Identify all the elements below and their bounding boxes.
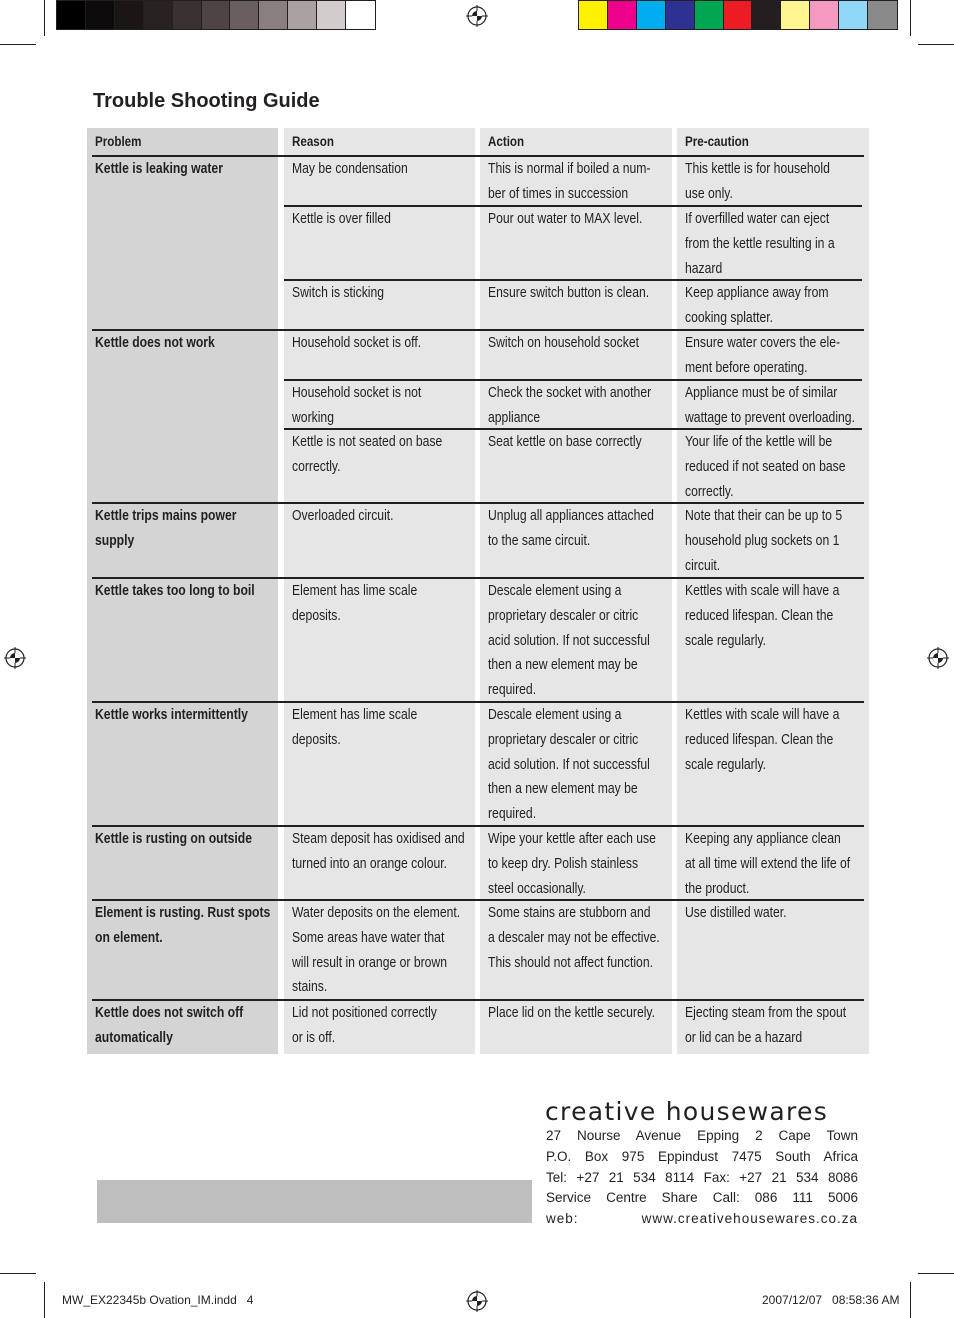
color-swatch <box>259 1 288 29</box>
table-rule <box>92 502 864 504</box>
table-rule <box>92 329 864 331</box>
grey-panel <box>97 1180 532 1223</box>
color-swatch <box>202 1 231 29</box>
color-swatch <box>695 1 724 29</box>
address-line: 27 Nourse Avenue Epping 2 Cape Town <box>546 1128 858 1143</box>
table-cell-problem: Kettle takes too long to boil <box>95 583 255 599</box>
table-cell-reason: Element has lime scale deposits. <box>292 583 418 624</box>
color-swatch <box>724 1 753 29</box>
color-swatch <box>752 1 781 29</box>
color-swatch <box>868 1 897 29</box>
table-cell-action: Pour out water to MAX level. <box>488 211 643 227</box>
header-action: Action <box>488 134 525 149</box>
table-cell-action: Descale element using a proprietary descaler or citric acid solution. If not successful then a new element may be required. <box>488 583 650 699</box>
table-cell-problem: Kettle works intermittently <box>95 707 248 723</box>
table-rule <box>92 899 864 901</box>
color-swatch <box>317 1 346 29</box>
table-rule <box>92 999 864 1001</box>
table-cell-precaution: Use distilled water. <box>685 905 787 921</box>
table-cell-action: Descale element using a proprietary descaler or citric acid solution. If not successful then a new element may be required. <box>488 707 650 823</box>
table-cell-reason: Household socket is off. <box>292 335 422 351</box>
table-cell-reason: Element has lime scale deposits. <box>292 707 418 748</box>
process-color-bar <box>578 0 898 30</box>
table-cell-reason: May be condensation <box>292 161 408 177</box>
color-swatch <box>288 1 317 29</box>
table-cell-action: Ensure switch button is clean. <box>488 285 650 301</box>
slug-timestamp: 2007/12/07 08:58:36 AM <box>762 1293 900 1307</box>
header-problem: Problem <box>95 134 142 149</box>
table-cell-problem: Kettle is rusting on outside <box>95 831 253 847</box>
header-precaution: Pre-caution <box>685 134 749 149</box>
color-swatch <box>144 1 173 29</box>
color-swatch <box>115 1 144 29</box>
page-title: Trouble Shooting Guide <box>93 90 320 112</box>
crop-mark <box>918 1273 954 1274</box>
troubleshooting-table <box>87 128 869 1054</box>
table-cell-reason: Household socket is not working <box>292 385 422 426</box>
header-reason: Reason <box>292 134 334 149</box>
crop-mark <box>910 0 911 36</box>
table-cell-problem: Kettle trips mains power supply <box>95 508 237 549</box>
table-cell-problem: Kettle does not work <box>95 335 215 351</box>
color-swatch <box>608 1 637 29</box>
registration-mark-icon <box>466 5 488 27</box>
table-cell-action: Seat kettle on base correctly <box>488 434 642 450</box>
color-swatch <box>346 1 375 29</box>
table-cell-action: Check the socket with another appliance <box>488 385 652 426</box>
table-cell-precaution: Keeping any appliance clean at all time will extend the life of the product. <box>685 831 851 897</box>
table-cell-precaution: Note that their can be up to 5 household plug sockets on 1 circuit. <box>685 508 843 574</box>
color-swatch <box>230 1 259 29</box>
registration-mark-icon <box>466 1290 488 1312</box>
table-cell-reason: Lid not positioned correctly or is off. <box>292 1005 437 1046</box>
address-line: web: www.creativehousewares.co.za <box>546 1211 858 1226</box>
table-cell-precaution: Ensure water covers the ele- ment before operating. <box>685 335 841 376</box>
table-cell-problem: Element is rusting. Rust spots on element. <box>95 905 271 946</box>
crop-mark <box>0 1273 36 1274</box>
table-cell-reason: Kettle is not seated on base correctly. <box>292 434 443 475</box>
table-cell-problem: Kettle does not switch off automatically <box>95 1005 244 1046</box>
table-cell-action: Place lid on the kettle securely. <box>488 1005 656 1021</box>
table-cell-precaution: Ejecting steam from the spout or lid can be a hazard <box>685 1005 847 1046</box>
table-cell-problem: Kettle is leaking water <box>95 161 223 177</box>
address-line: Service Centre Share Call: 086 111 5006 <box>546 1190 858 1205</box>
registration-mark-icon <box>4 647 26 669</box>
crop-mark <box>918 44 954 45</box>
table-rule <box>92 577 864 579</box>
table-cell-action: Some stains are stubborn and a descaler may not be effective. This should not affect function. <box>488 905 660 971</box>
table-rule <box>284 428 862 430</box>
address-line: Tel: +27 21 534 8114 Fax: +27 21 534 8086 <box>546 1170 858 1185</box>
table-rule <box>92 701 864 703</box>
slug-filename: MW_EX22345b Ovation_IM.indd 4 <box>62 1293 254 1307</box>
table-rule <box>92 825 864 827</box>
table-rule <box>284 279 862 281</box>
table-cell-action: Wipe your kettle after each use to keep dry. Polish stainless steel occasionally. <box>488 831 656 897</box>
table-cell-action: This is normal if boiled a num- ber of times in succession <box>488 161 651 202</box>
crop-mark <box>0 44 36 45</box>
color-swatch <box>86 1 115 29</box>
address-line: P.O. Box 975 Eppindust 7475 South Africa <box>546 1149 858 1164</box>
table-cell-precaution: Your life of the kettle will be reduced if not seated on base correctly. <box>685 434 846 500</box>
table-cell-action: Switch on household socket <box>488 335 639 351</box>
table-cell-precaution: This kettle is for household use only. <box>685 161 830 202</box>
table-cell-precaution: Kettles with scale will have a reduced lifespan. Clean the scale regularly. <box>685 707 840 773</box>
table-cell-reason: Switch is sticking <box>292 285 385 301</box>
table-cell-reason: Water deposits on the element. Some areas have water that will result in orange or brown stains. <box>292 905 461 996</box>
color-swatch <box>57 1 86 29</box>
table-rule <box>284 379 862 381</box>
table-rule <box>92 155 864 157</box>
table-cell-reason: Kettle is over filled <box>292 211 391 227</box>
table-cell-action: Unplug all appliances attached to the same circuit. <box>488 508 654 549</box>
color-swatch <box>173 1 202 29</box>
crop-mark <box>44 0 45 36</box>
color-swatch <box>666 1 695 29</box>
table-cell-reason: Overloaded circuit. <box>292 508 394 524</box>
brand-logo: creative housewares <box>545 1097 829 1126</box>
table-cell-precaution: Keep appliance away from cooking splatter. <box>685 285 829 326</box>
color-swatch <box>839 1 868 29</box>
crop-mark <box>910 1282 911 1318</box>
color-swatch <box>810 1 839 29</box>
table-rule <box>284 205 862 207</box>
table-cell-precaution: Kettles with scale will have a reduced lifespan. Clean the scale regularly. <box>685 583 840 649</box>
table-cell-precaution: If overfilled water can eject from the kettle resulting in a hazard <box>685 211 835 277</box>
table-cell-reason: Steam deposit has oxidised and turned into an orange colour. <box>292 831 465 872</box>
grayscale-color-bar <box>56 0 376 30</box>
color-swatch <box>781 1 810 29</box>
registration-mark-icon <box>927 647 949 669</box>
crop-mark <box>44 1282 45 1318</box>
table-cell-precaution: Appliance must be of similar wattage to prevent overloading. <box>685 385 855 426</box>
color-swatch <box>579 1 608 29</box>
color-swatch <box>637 1 666 29</box>
